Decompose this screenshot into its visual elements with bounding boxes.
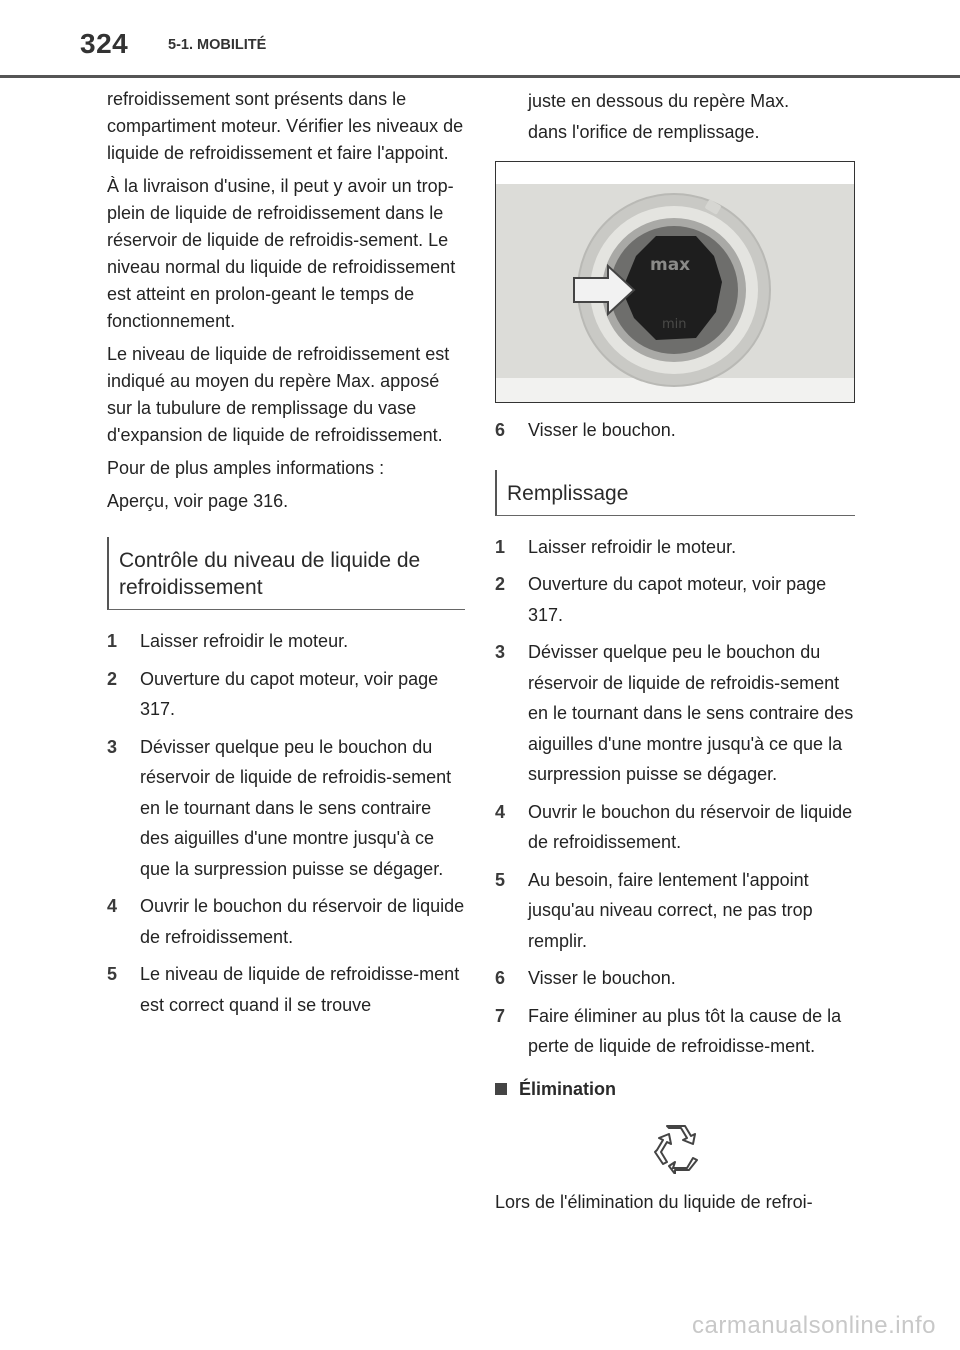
step-number: 3	[495, 642, 506, 662]
section-title: 5-1. MOBILITÉ	[168, 37, 267, 53]
step-text: Le niveau de liquide de refroidisse-ment est correct quand il se trouve	[140, 964, 460, 1015]
step-number: 6	[495, 968, 506, 988]
square-bullet-icon	[495, 1083, 507, 1095]
step-number: 2	[107, 668, 118, 689]
step-text: Visser le bouchon.	[528, 420, 676, 440]
elimination-paragraph: Lors de l'élimination du liquide de refroi-	[495, 1191, 813, 1212]
paragraph: Pour de plus amples informations :	[107, 458, 385, 478]
step-item	[495, 415, 855, 446]
left-column	[107, 86, 465, 1027]
step-text: Laisser refroidir le moteur.	[140, 631, 349, 651]
coolant-filler-illustration	[495, 161, 855, 403]
paragraph: refroidissement sont présents dans le compartiment moteur. Vérifier les niveaux de liquide de refroidissement et faire l'appoint.	[107, 89, 464, 163]
step-number: 4	[107, 896, 118, 916]
step-item	[495, 963, 855, 994]
watermark: carmanualsonline.info	[692, 1312, 936, 1339]
continued-line: juste en dessous du repère Max.	[528, 91, 790, 111]
max-marking: max	[650, 255, 691, 275]
elimination-heading-text: Élimination	[519, 1078, 617, 1099]
step-item	[495, 865, 855, 957]
subheading-line: Remplissage	[507, 481, 629, 505]
step-number: 2	[495, 574, 506, 594]
step-number: 6	[495, 420, 506, 440]
step-item	[107, 626, 465, 657]
step-item	[495, 569, 855, 630]
subheading-line: refroidissement	[119, 576, 263, 599]
min-marking: min	[662, 317, 687, 332]
header-divider	[0, 75, 960, 78]
page-number: 324	[80, 28, 129, 59]
filler-neck-image	[496, 162, 854, 402]
step-text: Ouvrir le bouchon du réservoir de liquide de refroidissement.	[140, 896, 465, 947]
subheading-line: Contrôle du niveau de liquide de	[119, 549, 421, 572]
step-number: 1	[495, 536, 506, 557]
step-number: 1	[107, 631, 118, 651]
step-number: 4	[495, 801, 506, 822]
step-number: 5	[495, 869, 506, 890]
recycle-icon	[649, 1122, 701, 1174]
step-text: Dévisser quelque peu le bouchon du réservoir de liquide de refroidis-sement en le tournant dans le sens contraire des aiguilles d'une montre jusqu'à ce que la surpression puisse se dégager.	[528, 642, 854, 784]
paragraph: À la livraison d'usine, il peut y avoir un trop-plein de liquide de refroidissement dans le réservoir de liquide de refroidis-sement. Le niveau normal du liquide de refroidissement est atteint en prolon-geant le temps de fonctionnement.	[107, 176, 456, 331]
paragraph: Le niveau de liquide de refroidissement est indiqué au moyen du repère Max. apposé sur la tubulure de remplissage du vase d'expansion de liquide de refroidissement.	[107, 344, 450, 445]
step-item	[107, 732, 465, 885]
subheading-filling	[495, 470, 855, 516]
step-text: Ouvrir le bouchon du réservoir de liquide de refroidissement.	[528, 801, 853, 852]
step-text: Faire éliminer au plus tôt la cause de la perte de liquide de refroidisse-ment.	[528, 1005, 842, 1056]
subheading-check-coolant-level	[107, 537, 465, 610]
step-text: Dévisser quelque peu le bouchon du réservoir de liquide de refroidis-sement en le tournant dans le sens contraire des aiguilles d'une montre jusqu'à ce que la surpression puisse se dégager.	[140, 736, 452, 879]
step-text: Ouverture du capot moteur, voir page 317.	[528, 574, 827, 625]
step-number: 5	[107, 964, 118, 984]
step-number: 7	[495, 1005, 506, 1026]
step-number: 3	[107, 736, 118, 757]
continued-line: dans l'orifice de remplissage.	[528, 121, 760, 142]
step-item	[107, 959, 465, 1020]
step-text: Au besoin, faire lentement l'appoint jusqu'au niveau correct, ne pas trop remplir.	[528, 869, 813, 951]
step-continuation	[495, 86, 855, 147]
step-item	[495, 1001, 855, 1062]
page-header	[0, 0, 960, 80]
paragraph: Aperçu, voir page 316.	[107, 491, 289, 511]
step-item	[495, 532, 855, 563]
step-item	[107, 891, 465, 952]
step-item	[495, 797, 855, 858]
step-text: Visser le bouchon.	[528, 968, 676, 988]
step-text: Ouverture du capot moteur, voir page 317.	[140, 668, 439, 719]
step-item	[495, 637, 855, 790]
step-text: Laisser refroidir le moteur.	[528, 536, 737, 557]
step-item	[107, 664, 465, 725]
right-column	[495, 86, 855, 1222]
elimination-heading	[495, 1076, 855, 1102]
